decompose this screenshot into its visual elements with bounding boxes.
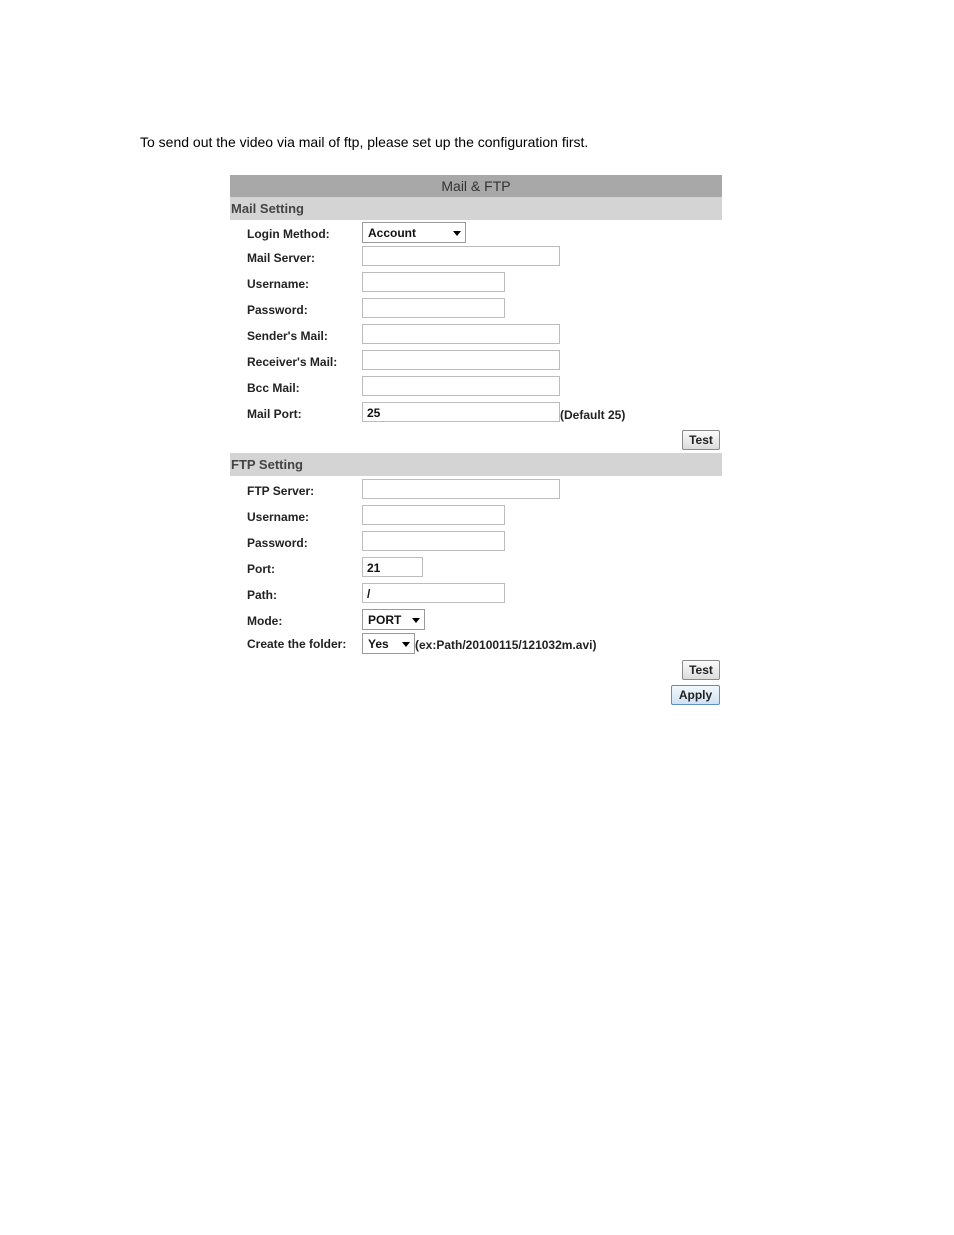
sender-mail-input[interactable]	[362, 324, 560, 344]
receiver-mail-row	[230, 349, 722, 375]
chevron-down-icon	[453, 231, 461, 236]
ftp-server-row	[230, 478, 722, 504]
ftp-port-row	[230, 556, 722, 582]
mail-setting-header: Mail Setting	[230, 197, 722, 220]
mail-port-input[interactable]: 25	[362, 402, 560, 422]
create-folder-example-note: (ex:Path/20100115/121032m.avi)	[415, 638, 597, 652]
ftp-port-input[interactable]: 21	[362, 557, 423, 577]
bcc-mail-input[interactable]	[362, 376, 560, 396]
ftp-setting-header: FTP Setting	[230, 453, 722, 476]
ftp-test-button[interactable]: Test	[682, 660, 720, 680]
create-folder-value: Yes	[368, 637, 389, 651]
ftp-username-row	[230, 504, 722, 530]
login-method-label: Login Method:	[247, 227, 330, 241]
apply-button[interactable]: Apply	[671, 685, 720, 705]
create-folder-select[interactable]	[362, 633, 415, 654]
mail-test-row	[230, 427, 722, 453]
ftp-port-label: Port:	[247, 562, 275, 576]
ftp-path-row	[230, 582, 722, 608]
sender-mail-label: Sender's Mail:	[247, 329, 328, 343]
ftp-mode-value: PORT	[368, 613, 402, 627]
mail-test-button[interactable]: Test	[682, 430, 720, 450]
ftp-password-input[interactable]	[362, 531, 505, 551]
mail-password-row	[230, 297, 722, 323]
mail-password-label: Password:	[247, 303, 308, 317]
create-folder-row	[230, 632, 722, 657]
chevron-down-icon	[402, 642, 410, 647]
receiver-mail-input[interactable]	[362, 350, 560, 370]
ftp-server-label: FTP Server:	[247, 484, 315, 498]
mail-port-label: Mail Port:	[247, 407, 302, 421]
login-method-row	[230, 221, 722, 245]
mail-port-default-note: (Default 25)	[560, 408, 626, 422]
ftp-mode-select[interactable]	[362, 609, 425, 630]
mail-server-input[interactable]	[362, 246, 560, 266]
mail-port-row	[230, 401, 722, 427]
ftp-mode-label: Mode:	[247, 614, 283, 628]
ftp-username-input[interactable]	[362, 505, 505, 525]
ftp-server-input[interactable]	[362, 479, 560, 499]
ftp-username-label: Username:	[247, 510, 310, 524]
ftp-test-row	[230, 657, 722, 682]
chevron-down-icon	[412, 618, 420, 623]
bcc-mail-label: Bcc Mail:	[247, 381, 300, 395]
login-method-select[interactable]	[362, 222, 466, 243]
ftp-password-label: Password:	[247, 536, 308, 550]
apply-row	[230, 682, 722, 708]
ftp-path-input[interactable]: /	[362, 583, 505, 603]
mail-username-input[interactable]	[362, 272, 505, 292]
ftp-password-row	[230, 530, 722, 556]
create-folder-label: Create the folder:	[247, 637, 347, 651]
mail-password-input[interactable]	[362, 298, 505, 318]
mail-server-label: Mail Server:	[247, 251, 316, 265]
login-method-value: Account	[368, 226, 416, 240]
intro-text: To send out the video via mail of ftp, please set up the configuration first.	[140, 134, 589, 150]
mail-username-label: Username:	[247, 277, 310, 291]
sender-mail-row	[230, 323, 722, 349]
ftp-path-label: Path:	[247, 588, 277, 602]
bcc-mail-row	[230, 375, 722, 401]
ftp-mode-row	[230, 608, 722, 632]
panel-title: Mail & FTP	[230, 175, 722, 197]
receiver-mail-label: Receiver's Mail:	[247, 355, 338, 369]
mail-username-row	[230, 271, 722, 297]
mail-server-row	[230, 245, 722, 271]
mail-ftp-panel	[230, 175, 722, 708]
